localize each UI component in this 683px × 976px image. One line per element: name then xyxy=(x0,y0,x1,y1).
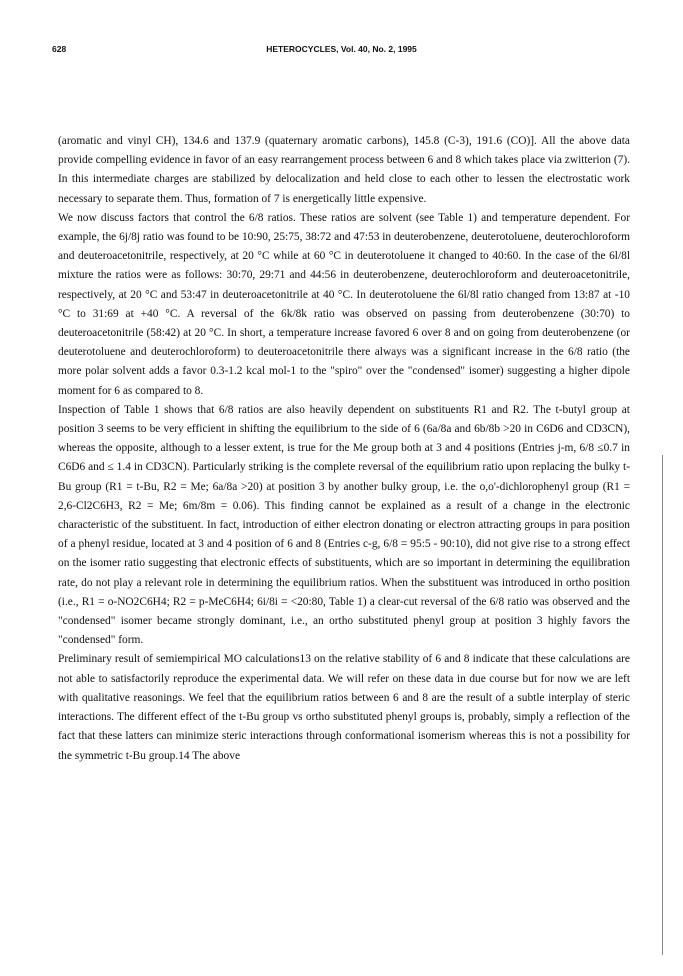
text-line: phenyl groups is, probably, simply a reflection of the fact that these latters can minimize steric interactions xyxy=(58,711,630,743)
text-line: introduction of either electron donating or electron attracting groups in para position of a phenyl residue, located xyxy=(58,519,630,551)
text-line: moment for 6 as compared to 8. xyxy=(58,384,204,397)
text-line: ortho position (i.e., R1 = o-NO2C6H4; R2 = p-MeC6H4; 6i/8i = <20:80, Table 1) a clear-cut reversal of the 6/8 xyxy=(58,576,630,608)
text-line: the result of a subtle interplay of steric interactions. The different effect of the t-Bu group vs ortho substituted xyxy=(58,691,630,724)
text-line: at 40 °C. In deuterotoluene the 6l/8l ratio changed from 13:87 at -10 °C to 31:69 at +40 °C. A reversal of the xyxy=(58,288,630,320)
text-line: dependent. For example, the 6j/8j ratio was found to be 10:90, 25:75, 38:72 and 47:53 in deuterobenzene, xyxy=(58,211,630,244)
text-line: (aromatic and vinyl CH), 134.6 and 137.9 (quaternary aromatic carbons), 145.8 (C-3), 191.6 (CO)]. All the xyxy=(58,135,575,147)
running-title: HETEROCYCLES, Vol. 40, No. 2, 1995 xyxy=(266,44,417,54)
text-line: in C6D6 and CD3CN), whereas the opposite, although to a lesser extent, is true for the Me group both at 3 and 4 xyxy=(58,423,631,455)
page-header xyxy=(0,44,683,58)
text-line: group at position 3 seems to be very efficient in shifting the equilibrium to the side of 6 (6a/8a and 6b/8b >20 xyxy=(58,403,630,436)
text-line: it changed to 40:60. In the case of the 6l/8l mixture the ratios were as follows: 30:70, 29:71 and 44:56 in xyxy=(58,250,631,282)
text-line: through conformational isomerism whereas this is not a possibility for the symmetric t-Bu group.14 The above xyxy=(58,730,630,762)
text-line: another bulky group, i.e. the o,o'-dichlorophenyl group (R1 = 2,6-Cl2C6H3, R2 = Me; 6m/8m = 0.06). This xyxy=(58,480,630,512)
text-line: finding cannot be explained as a result of a change in the electronic characteristic of the substituent. In fact, xyxy=(58,499,630,532)
text-line: deuterobenzene, deuterochloroform and deuteroacetonitrile, respectively, at 20 °C and 53:47 in deuteroacetonitrile xyxy=(58,269,631,301)
paragraph xyxy=(58,650,630,765)
text-line: calculations are not able to satisfactorily reproduce the experimental data. We will refer on these data in due xyxy=(58,653,630,685)
paragraph xyxy=(58,401,630,651)
text-line: positions (Entries j-m, 6/8 ≤0.7 in C6D6 and ≤ 1.4 in CD3CN). Particularly striking is the complete reversal of xyxy=(58,442,630,474)
text-line: group at position 3 highly favors the "condensed" form. xyxy=(58,615,630,647)
text-line: solvent adds a favor 0.3-1.2 kcal mol-1 to the "spiro" over the "condensed" isomer) suggesting a higher dipole xyxy=(112,365,630,378)
body-text xyxy=(58,132,630,766)
text-line: course but for now we are left with qualitative reasonings. We feel that the equilibrium ratios between 6 and 8 are xyxy=(58,672,630,704)
margin-rule xyxy=(662,455,663,955)
paragraph xyxy=(58,132,630,209)
text-line: ratio was observed and the "condensed" isomer became strongly dominant, i.e., an ortho substituted phenyl xyxy=(58,595,630,628)
text-line: short, a temperature increase favored 6 over 8 and on going from deuterobenzene (or deuterotoluene and xyxy=(58,327,630,359)
text-line: place via zwitterion (7). In this intermediate charges are stabilized by delocalization and held close to each other to xyxy=(58,154,630,186)
text-line: at 3 and 4 position of 6 and 8 (Entries c-g, 6/8 = 95:5 - 90:10), did not give rise to a strong effect on the isomer xyxy=(58,538,630,570)
text-line: deuterochloroform) to deuteroacetonitrile there always was a significant increase in the 6/8 ratio (the more polar xyxy=(58,346,630,378)
text-line: Inspection of Table 1 shows that 6/8 ratios are also heavily dependent on substituents R1 and R2. The t-butyl xyxy=(58,403,586,416)
text-line: above data provide compelling evidence in favor of an easy rearrangement process between 6 and 8 which takes xyxy=(58,135,630,167)
text-line: 6k/8k ratio was observed on passing from deuterobenzene (30:70) to deuteroacetonitrile (58:42) at 20 °C. In xyxy=(58,307,631,340)
text-line: rate, do not play a relevant role in determining the equilibrium ratios. When the substituent was introduced in xyxy=(58,576,563,589)
text-line: lessen the electrostatic work necessary to separate them. Thus, formation of 7 is energetically little expensive. xyxy=(58,173,630,205)
page-number: 628 xyxy=(52,44,67,54)
text-line: deuterotoluene, deuterochloroform and deuteroacetonitrile, respectively, at 20 °C while at 60 °C in deuterotoluene xyxy=(58,231,630,263)
text-line: ratio suggesting that electronic effects of substituents, which are so important in determining the equilibration xyxy=(124,557,630,570)
text-line: We now discuss factors that control the 6/8 ratios. These ratios are solvent (see Table 1) and temperature xyxy=(58,211,557,224)
paragraph xyxy=(58,209,630,401)
text-line: Preliminary result of semiempirical MO calculations13 on the relative stability of 6 and 8 indicate that these xyxy=(58,653,556,666)
text-line: the equilibrium ratio upon replacing the bulky t-Bu group (R1 = t-Bu, R2 = Me; 6a/8a >20) at position 3 by xyxy=(58,461,630,493)
